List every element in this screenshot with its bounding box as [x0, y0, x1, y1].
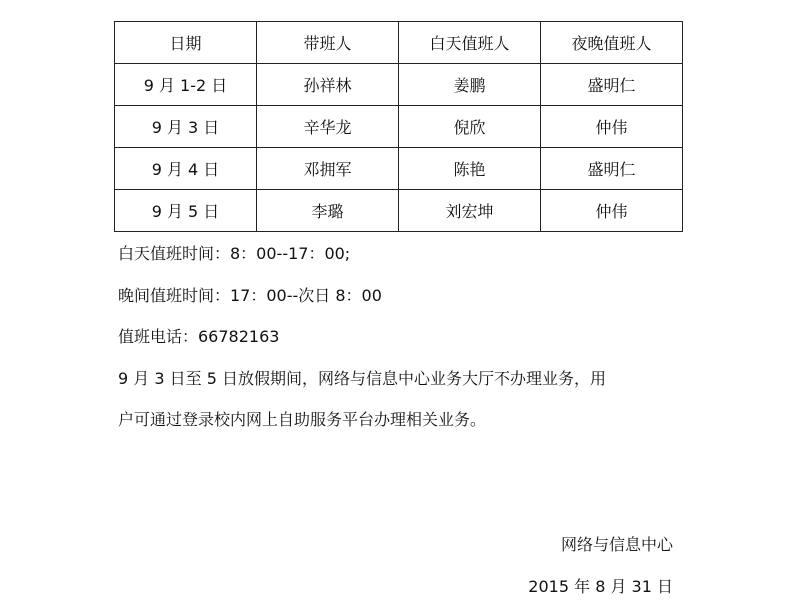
cell-leader: 邓拥军: [257, 148, 399, 190]
cell-night-duty: 仲伟: [541, 190, 683, 232]
table-row: [115, 64, 683, 106]
header-night-duty: 夜晚值班人: [541, 22, 683, 64]
cell-leader: 辛华龙: [257, 106, 399, 148]
table-header-row: [115, 22, 683, 64]
table-row: [115, 148, 683, 190]
cell-date: 9 月 4 日: [115, 148, 257, 190]
table-row: [115, 190, 683, 232]
cell-night-duty: 盛明仁: [541, 148, 683, 190]
cell-leader: 孙祥林: [257, 64, 399, 106]
header-date: 日期: [115, 22, 257, 64]
duty-schedule-table: [114, 21, 683, 232]
cell-night-duty: 盛明仁: [541, 64, 683, 106]
cell-date: 9 月 3 日: [115, 106, 257, 148]
header-day-duty: 白天值班人: [399, 22, 541, 64]
cell-leader: 李璐: [257, 190, 399, 232]
cell-day-duty: 倪欣: [399, 106, 541, 148]
cell-night-duty: 仲伟: [541, 106, 683, 148]
night-duty-hours: 晚间值班时间：17：00--次日 8：00: [118, 286, 382, 305]
signature-organization: 网络与信息中心: [560, 535, 673, 554]
cell-day-duty: 陈艳: [399, 148, 541, 190]
cell-day-duty: 刘宏坤: [399, 190, 541, 232]
table-row: [115, 106, 683, 148]
cell-date: 9 月 5 日: [115, 190, 257, 232]
holiday-notice-line-2: 户可通过登录校内网上自助服务平台办理相关业务。: [118, 410, 487, 429]
cell-day-duty: 姜鹏: [399, 64, 541, 106]
header-leader: 带班人: [257, 22, 399, 64]
day-duty-hours: 白天值班时间：8：00--17：00;: [118, 244, 351, 263]
signature-date: 2015 年 8 月 31 日: [528, 577, 673, 596]
cell-date: 9 月 1-2 日: [115, 64, 257, 106]
duty-phone: 值班电话：66782163: [118, 327, 280, 346]
holiday-notice-line-1: 9 月 3 日至 5 日放假期间，网络与信息中心业务大厅不办理业务，用: [118, 369, 606, 388]
